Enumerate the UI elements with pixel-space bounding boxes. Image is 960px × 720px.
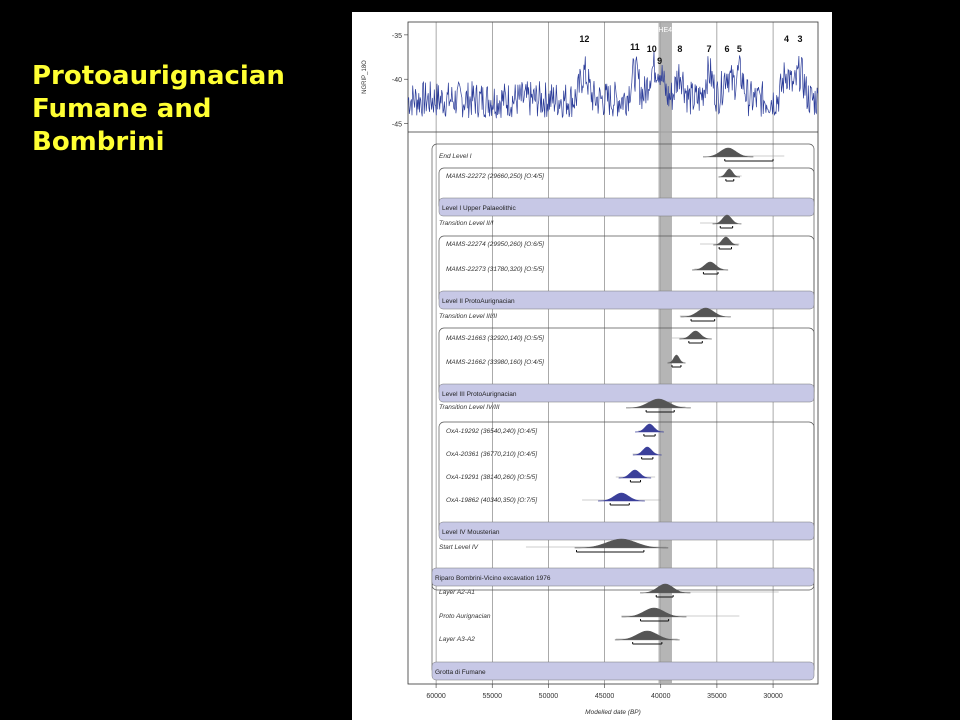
- y-tick-label: -40: [391, 77, 402, 85]
- phase-label: Level III ProtoAurignacian: [442, 391, 517, 398]
- slide-title: [32, 60, 332, 159]
- interstadial-label: 8: [677, 44, 683, 54]
- row-label: Start Level IV: [439, 544, 479, 551]
- interstadial-label: 11: [630, 42, 640, 52]
- phase-label: Riparo Bombrini-Vicino excavation 1976: [435, 575, 551, 582]
- row-label: OxA-19292 (36540,240) [O:4/5]: [446, 428, 538, 435]
- row-label: MAMS-22272 (29660,250) [O:4/5]: [446, 173, 544, 180]
- title-line-1: Protoaurignacian: [32, 61, 285, 91]
- interstadial-label: 10: [646, 44, 657, 54]
- interstadial-label: 4: [784, 34, 790, 44]
- row-label: OxA-19291 (38140,260) [O:5/5]: [446, 474, 538, 481]
- oxcal-chart: [352, 12, 832, 720]
- row-label: MAMS-21663 (32920,140) [O:5/5]: [446, 335, 544, 342]
- row-label: OxA-19862 (40340,350) [O:7/5]: [446, 497, 538, 504]
- phase-label: Level IV Mousterian: [442, 529, 500, 536]
- interstadial-label: 5: [736, 44, 742, 54]
- row-label: Layer A3-A2: [439, 636, 475, 643]
- row-label: MAMS-21662 (33980,160) [O:4/5]: [446, 359, 544, 366]
- row-label: Transition Level III/II: [439, 313, 498, 320]
- oxcal-figure: [352, 12, 832, 720]
- interstadial-label: 9: [657, 56, 663, 66]
- row-label: Transition Level II/I: [439, 220, 494, 227]
- row-label: Transition Level IV/III: [439, 404, 500, 411]
- x-tick-label: 55000: [482, 693, 502, 700]
- interstadial-label: 6: [724, 44, 730, 54]
- x-tick-label: 60000: [426, 693, 446, 700]
- x-tick-label: 50000: [538, 693, 559, 700]
- phase-band: [432, 662, 814, 680]
- interstadial-label: 12: [579, 34, 590, 44]
- row-label: OxA-20361 (36770,210) [O:4/5]: [446, 451, 538, 458]
- title-line-2: Fumane and: [32, 94, 212, 124]
- phase-label: Level II ProtoAurignacian: [442, 298, 515, 305]
- phase-label: Level I Upper Palaeolithic: [442, 205, 516, 212]
- y-tick-label: -45: [391, 121, 402, 129]
- x-tick-label: 45000: [594, 693, 615, 700]
- x-tick-label: 30000: [763, 693, 783, 700]
- x-tick-label: 40000: [651, 693, 671, 700]
- phase-label: Grotta di Fumane: [435, 669, 486, 676]
- row-label: Proto Aurignacian: [439, 613, 491, 620]
- top-ylabel: NGRIP_18O: [362, 60, 368, 94]
- y-tick-label: -35: [391, 32, 402, 40]
- row-label: MAMS-22273 (31780,320) [O:5/5]: [446, 266, 544, 273]
- row-label: End Level I: [439, 153, 472, 160]
- x-tick-label: 35000: [707, 693, 727, 700]
- row-label: MAMS-22274 (29950,260) [O:6/5]: [446, 241, 544, 248]
- interstadial-label: 7: [706, 44, 712, 54]
- interstadial-label: 3: [797, 34, 803, 44]
- title-line-3: Bombrini: [32, 127, 165, 157]
- row-label: Layer A2-A1: [439, 589, 475, 596]
- x-axis-label: Modelled date (BP): [585, 709, 641, 716]
- heinrich-label: HE4: [658, 27, 673, 34]
